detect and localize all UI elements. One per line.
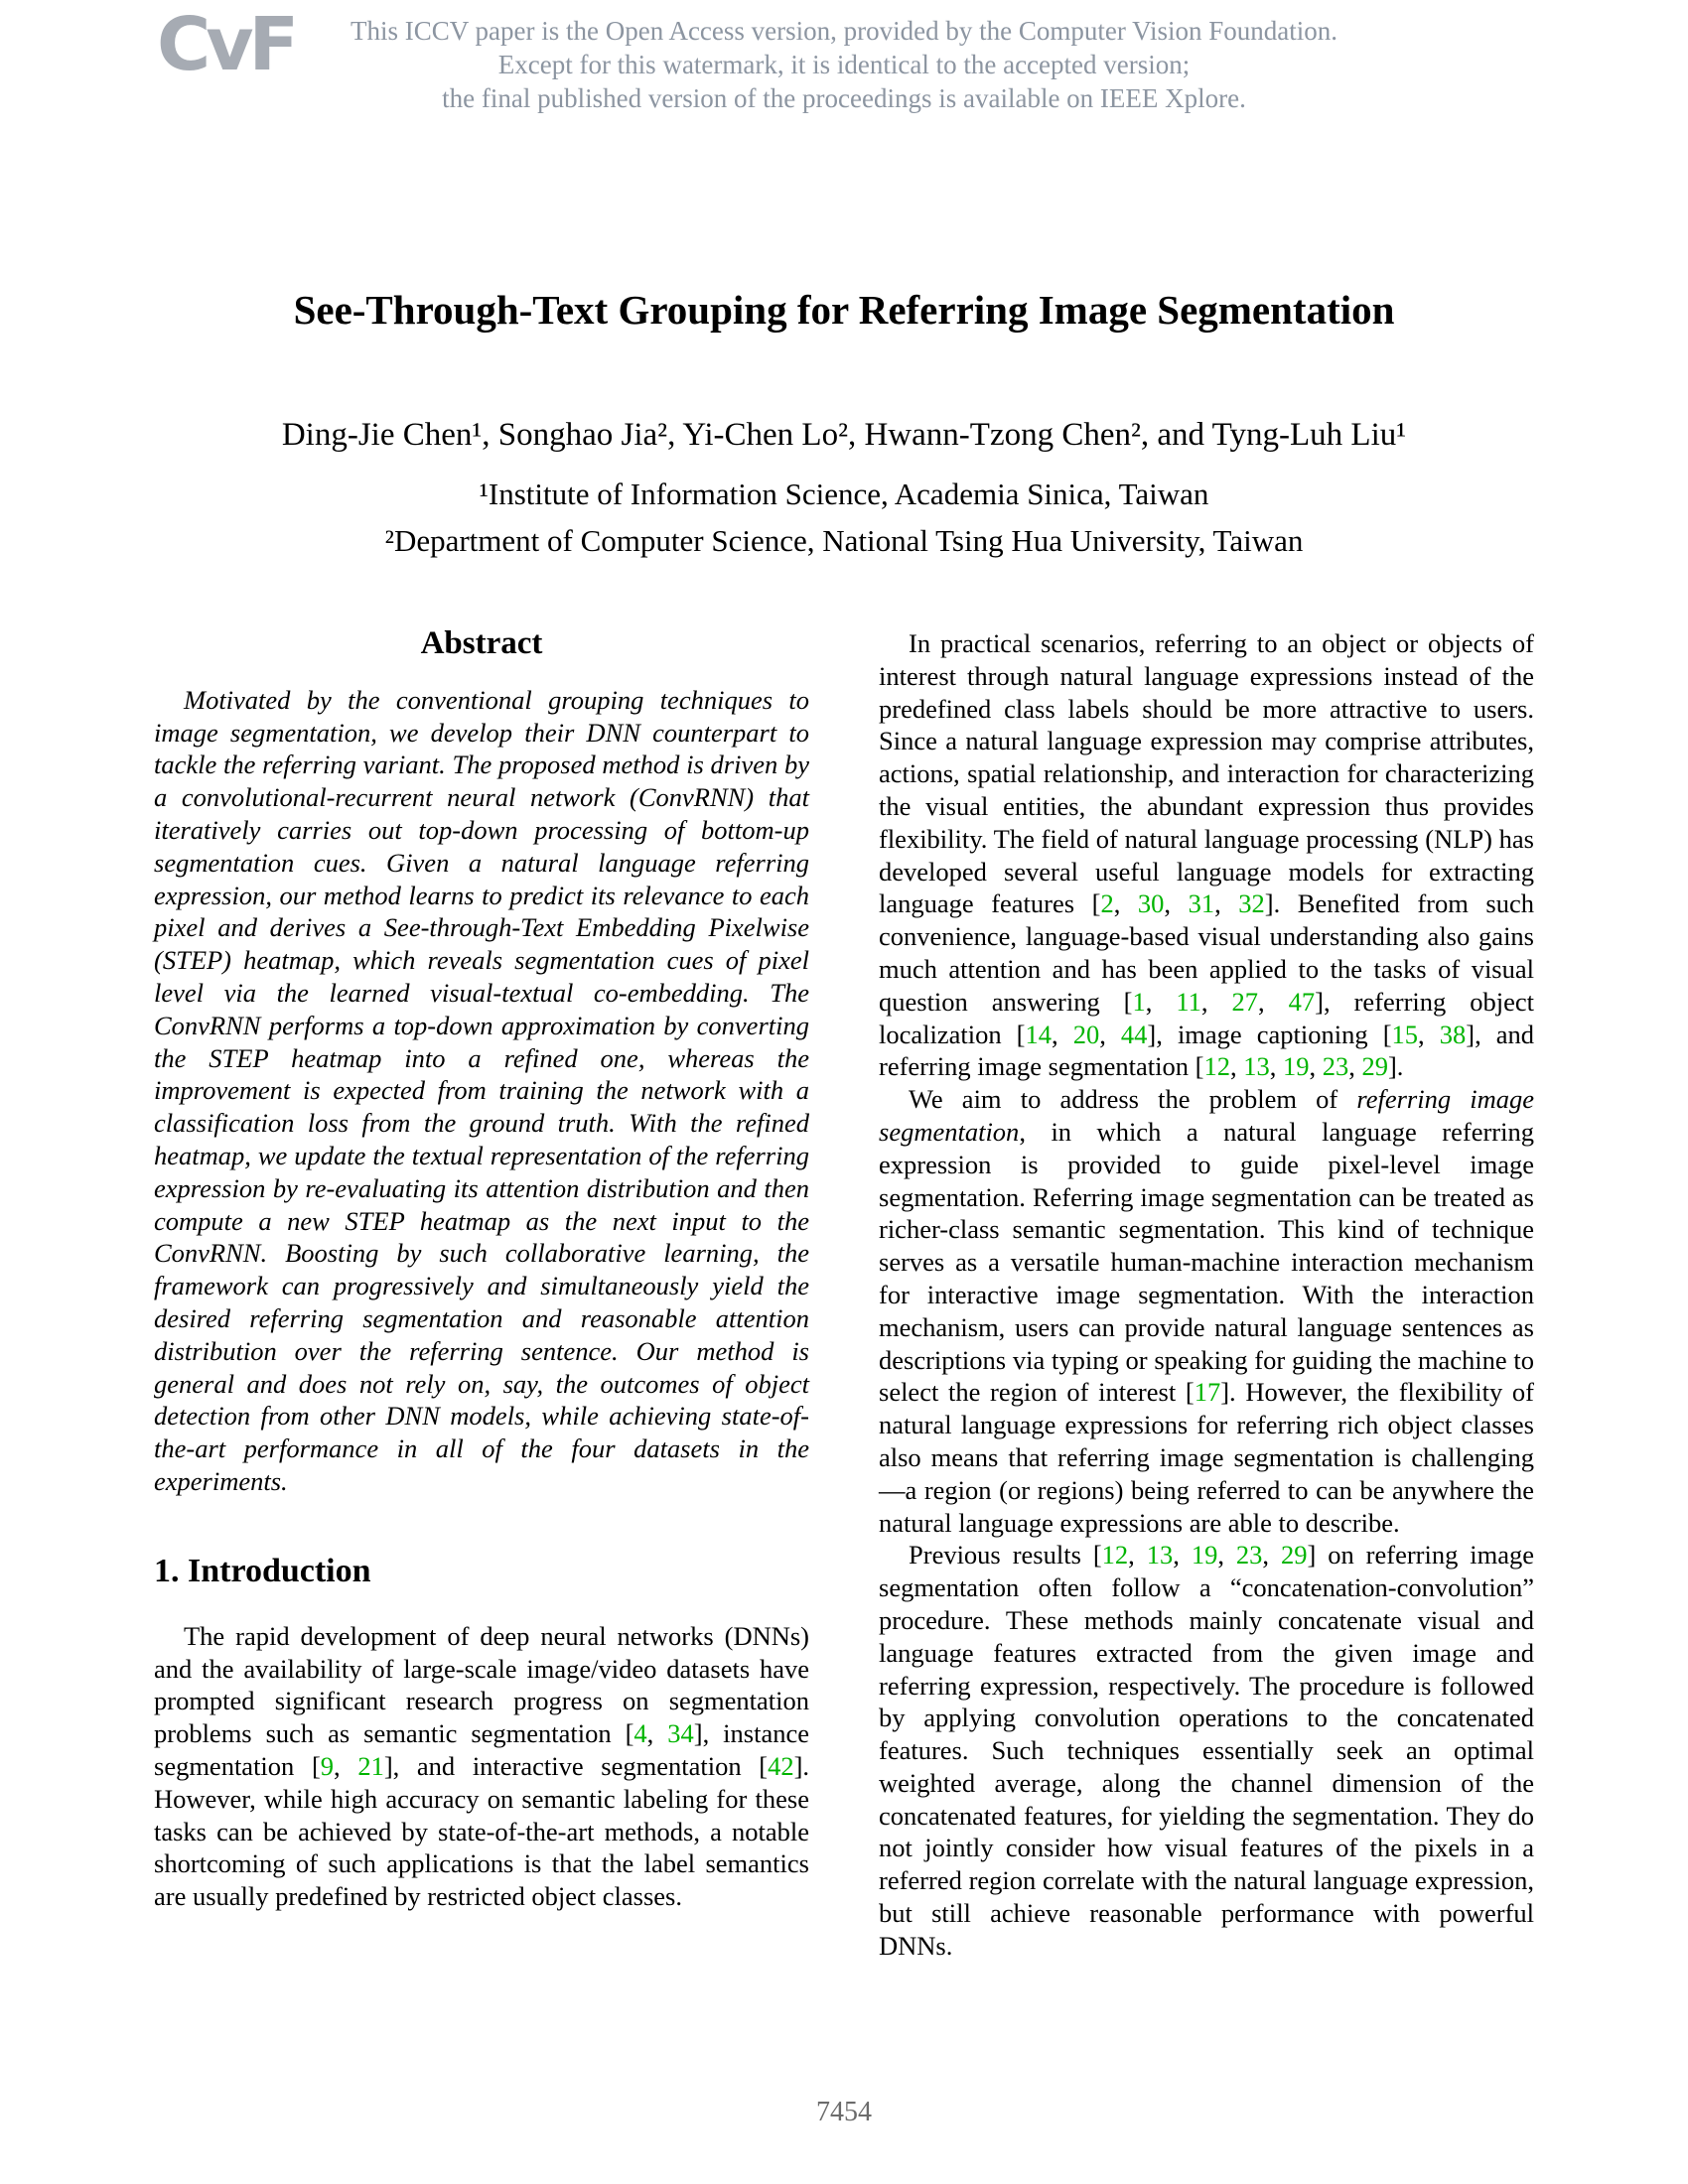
emphasized-term: referring image segmentation <box>879 1084 1534 1147</box>
cvf-logo: CvF <box>157 2 295 87</box>
citation-link[interactable]: 2 <box>1100 888 1114 919</box>
citation-link[interactable]: 23 <box>1235 1540 1263 1570</box>
citation-link[interactable]: 15 <box>1391 1019 1419 1049</box>
citation-link[interactable]: 9 <box>320 1751 335 1781</box>
citation-link[interactable]: 13 <box>1243 1051 1270 1082</box>
body-paragraph-2: We aim to address the problem of referring image segmentation, in which a natural language referring expression is provided to guide pixel-level image segmentation. Referring image segmentation can be treated as richer-class semantic segmentation. This kind of technique serves as a versatile human-machine interaction mechanism for interactive image segmentation. With the interaction mechanism, users can provide natural language sentences as descriptions via typing or speaking for guiding the machine to select the region of interest [17]. However, the flexibility of natural language expressions for referring rich object classes also means that referring image segmentation is challenging—a region (or regions) being referred to can be anywhere the natural language expressions are able to describe. <box>879 1084 1534 1538</box>
right-column <box>879 627 1534 1963</box>
citation-link[interactable]: 11 <box>1176 986 1201 1017</box>
citation-link[interactable]: 42 <box>768 1751 794 1781</box>
open-access-watermark <box>0 14 1688 115</box>
citation-link[interactable]: 17 <box>1194 1377 1221 1408</box>
citation-link[interactable]: 19 <box>1282 1051 1310 1082</box>
citation-link[interactable]: 38 <box>1439 1019 1467 1049</box>
citation-link[interactable]: 30 <box>1137 888 1165 919</box>
citation-link[interactable]: 27 <box>1231 986 1259 1017</box>
page-number: 7454 <box>816 2097 872 2127</box>
citation-link[interactable]: 44 <box>1120 1019 1148 1049</box>
citation-link[interactable]: 4 <box>633 1718 647 1749</box>
left-column <box>154 627 809 1963</box>
introduction-paragraph: The rapid development of deep neural networks (DNNs) and the availability of large-scale image/video datasets have prompted significant research progress on segmentation problems such as semantic segmentation [4, 34], instance segmentation [9, 21], and interactive segmentation [42]. However, while high accuracy on semantic labeling for these tasks can be achieved by state-of-the-art methods, a notable shortcoming of such applications is that the label semantics are usually predefined by restricted object classes. <box>154 1620 810 1912</box>
section-heading-introduction: 1. Introduction <box>154 1552 371 1589</box>
affiliation-1: ¹Institute of Information Science, Academia Sinica, Taiwan <box>479 477 1209 511</box>
body-paragraph-1: In practical scenarios, referring to an object or objects of interest through natural language expressions instead of the predefined class labels should be more attractive to users. Since a natural language expression may comprise attributes, actions, spatial relationship, and interaction for characterizing the visual entities, the abundant expression thus provides flexibility. The field of natural language processing (NLP) has developed several useful language models for extracting language features [2, 30, 31, 32]. Benefited from such convenience, language-based visual understanding also gains much attention and has been applied to the tasks of visual question answering [1, 11, 27, 47], referring object localization [14, 20, 44], image captioning [15, 38], and referring image segmentation [12, 13, 19, 23, 29]. <box>879 628 1535 1082</box>
citation-link[interactable]: 21 <box>357 1751 384 1781</box>
watermark-line-3: the final published version of the proceedings is available on IEEE Xplore. <box>442 83 1246 113</box>
watermark-line-1: This ICCV paper is the Open Access version, provided by the Computer Vision Foundation. <box>350 16 1338 46</box>
citation-link[interactable]: 13 <box>1146 1540 1174 1570</box>
two-column-body <box>154 627 1534 1963</box>
affiliation-2: ²Department of Computer Science, National Tsing Hua University, Taiwan <box>384 523 1304 558</box>
body-paragraph-3: Previous results [12, 13, 19, 23, 29] on referring image segmentation often follow a “concatenation-convolution” procedure. These methods mainly concatenate visual and language features extracted from the given image and referring expression, respectively. The procedure is followed by applying convolution operations to the concatenated features. Such techniques essentially seek an optimal weighted average, along the channel dimension of the concatenated features, for yielding the segmentation. They do not jointly consider how visual features of the pixels in a referred region correlate with the natural language expression, but still achieve reasonable performance with powerful DNNs. <box>879 1540 1535 1961</box>
citation-link[interactable]: 29 <box>1361 1051 1388 1082</box>
citation-link[interactable]: 19 <box>1191 1540 1218 1570</box>
citation-link[interactable]: 29 <box>1280 1540 1308 1570</box>
abstract-heading: Abstract <box>420 625 543 661</box>
author-list: Ding-Jie Chen¹, Songhao Jia², Yi-Chen Lo², Hwann-Tzong Chen², and Tyng-Luh Liu¹ <box>281 417 1407 453</box>
citation-link[interactable]: 1 <box>1132 986 1146 1017</box>
citation-link[interactable]: 47 <box>1288 986 1316 1017</box>
paper-title: See-Through-Text Grouping for Referring Image Segmentation <box>293 287 1395 333</box>
watermark-line-2: Except for this watermark, it is identical to the accepted version; <box>497 50 1191 79</box>
citation-link[interactable]: 14 <box>1025 1019 1053 1049</box>
affiliations <box>99 471 1589 564</box>
citation-link[interactable]: 34 <box>667 1718 694 1749</box>
citation-link[interactable]: 32 <box>1238 888 1265 919</box>
citation-link[interactable]: 31 <box>1188 888 1215 919</box>
citation-link[interactable]: 12 <box>1101 1540 1129 1570</box>
citation-link[interactable]: 23 <box>1322 1051 1349 1082</box>
citation-link[interactable]: 12 <box>1203 1051 1230 1082</box>
abstract-text: Motivated by the conventional grouping techniques to image segmentation, we develop their DNN counterpart to tackle the referring variant. The proposed method is driven by a convolutional-recurrent neural network (ConvRNN) that iteratively carries out top-down processing of bottom-up segmentation cues. Given a natural language referring expression, our method learns to predict its relevance to each pixel and derives a See-through-Text Embedding Pixelwise (STEP) heatmap, which reveals segmentation cues of pixel level via the learned visual-textual co-embedding. The ConvRNN performs a top-down approximation by converting the STEP heatmap into a refined one, whereas the improvement is expected from training the network with a classification loss from the ground truth. With the refined heatmap, we update the textual representation of the referring expression by re-evaluating its attention distribution and then compute a new STEP heatmap as the next input to the ConvRNN. Boosting by such collaborative learning, the framework can progressively and simultaneously yield the desired referring segmentation and reasonable attention distribution over the referring sentence. Our method is general and does not rely on, say, the outcomes of object detection from other DNN models, while achieving state-of-the-art performance in all of the four datasets in the experiments. <box>154 684 809 1496</box>
citation-link[interactable]: 20 <box>1072 1019 1100 1049</box>
